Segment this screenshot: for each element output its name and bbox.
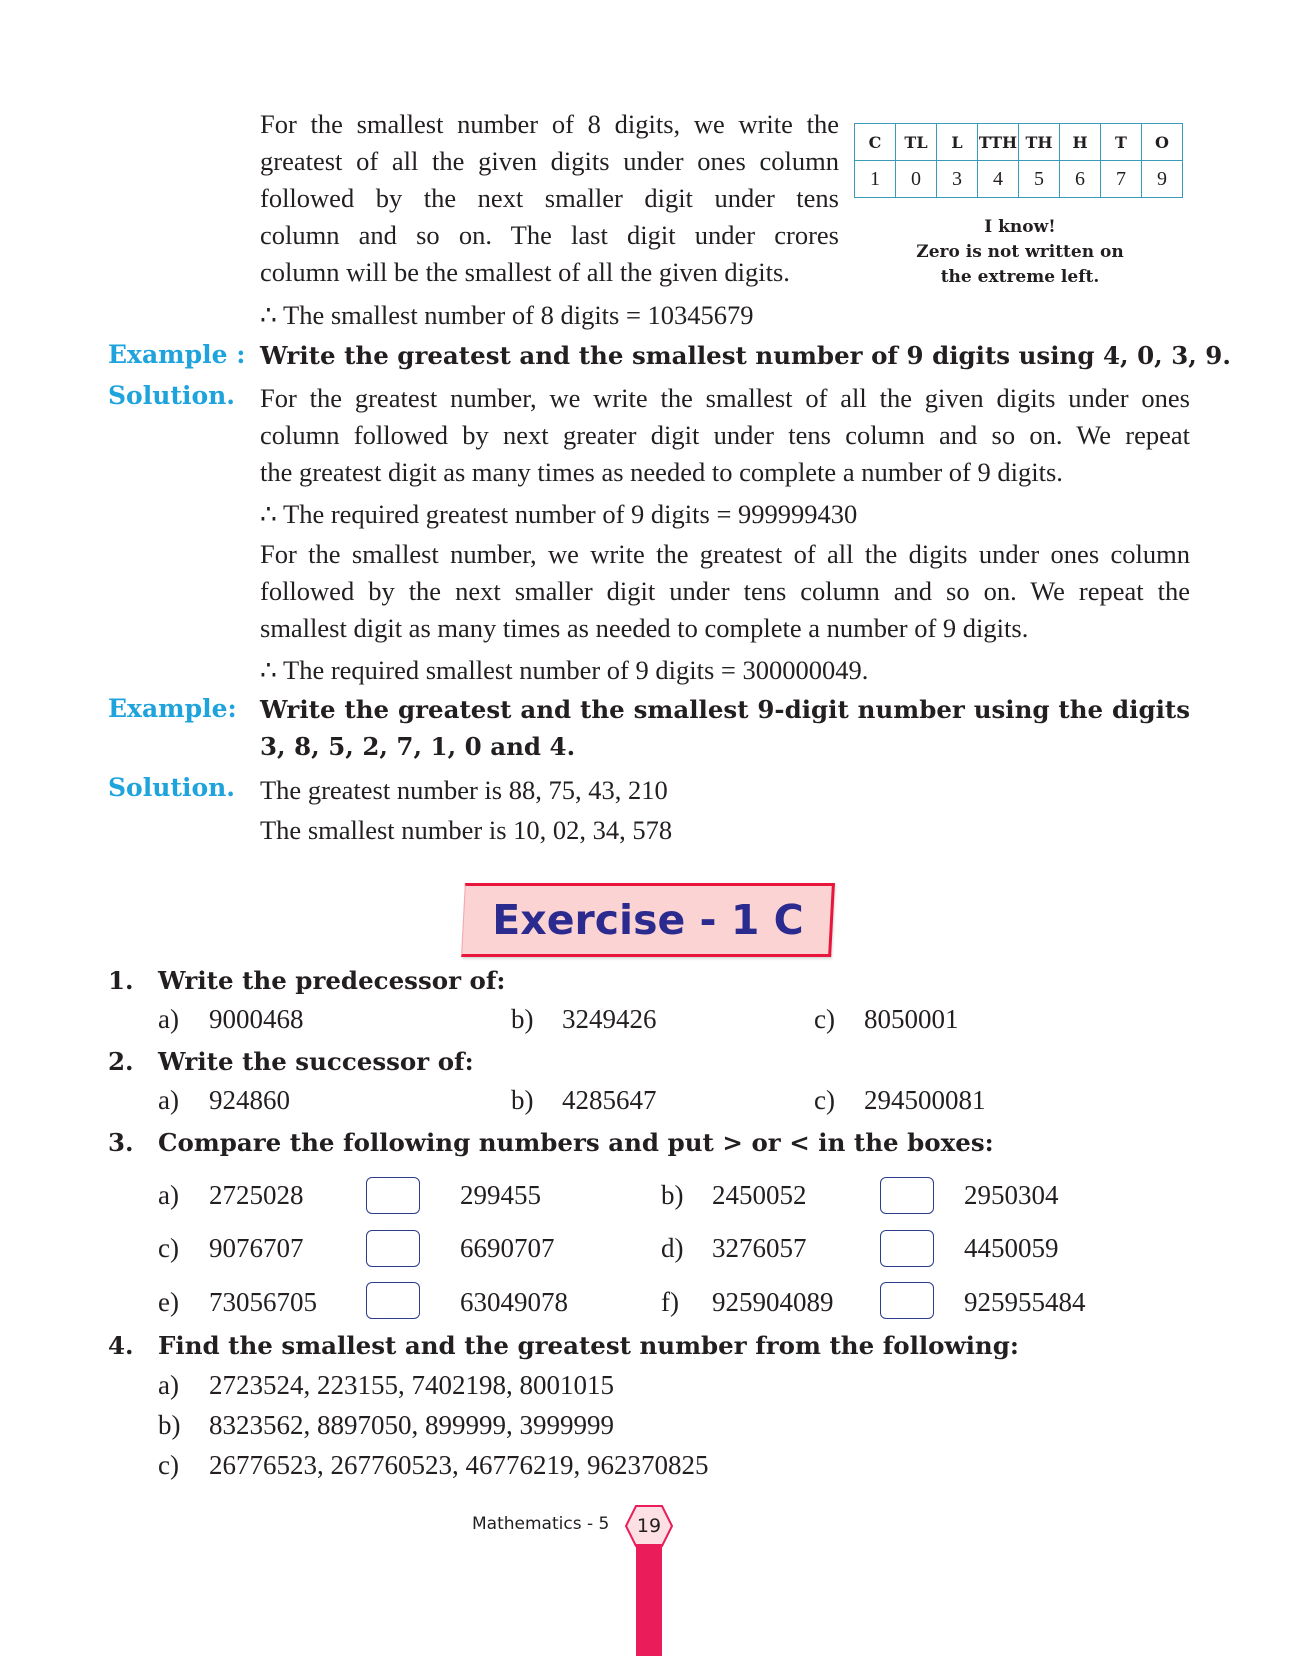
pv-header: TH (1019, 124, 1060, 161)
intro-result: ∴ The smallest number of 8 digits = 10345679 (260, 300, 754, 330)
intro-line-2: greatest of all the given digits under ones column (260, 146, 839, 176)
example-label: Example: (108, 694, 237, 723)
solution-line: column followed by next greater digit under tens column and so on. We repeat (260, 420, 1190, 450)
item-letter: b) (511, 1004, 534, 1034)
pv-digit: 1 (855, 161, 896, 198)
intro-line-4: column and so on. The last digit under crores (260, 220, 839, 250)
pv-digit: 0 (896, 161, 937, 198)
item-letter: c) (158, 1450, 179, 1480)
question-number: 1. (108, 966, 134, 995)
item-letter: d) (661, 1233, 684, 1263)
book-title: Mathematics - 5 (472, 1514, 610, 1534)
pv-digit: 5 (1019, 161, 1060, 198)
solution-line: For the greatest number, we write the smallest of all the given digits under ones (260, 383, 1190, 413)
compare-right: 63049078 (460, 1287, 568, 1317)
i-know-note (880, 215, 1160, 290)
answer-line: The smallest number is 10, 02, 34, 578 (260, 815, 673, 845)
page-number: 19 (636, 1515, 662, 1537)
question-number: 3. (108, 1128, 134, 1157)
answer-box[interactable] (366, 1177, 420, 1214)
solution-line: followed by the next smaller digit under tens column and so on. We repeat the (260, 576, 1190, 606)
question-text: Write the predecessor of: (158, 966, 506, 995)
item-value: 4285647 (562, 1085, 657, 1115)
compare-right: 6690707 (460, 1233, 555, 1263)
pv-header: TTH (978, 124, 1019, 161)
pv-digit: 6 (1060, 161, 1101, 198)
answer-box[interactable] (880, 1230, 934, 1267)
solution-line: the greatest digit as many times as needed to complete a number of 9 digits. (260, 457, 1063, 487)
place-value-table (854, 123, 1183, 198)
item-letter: b) (661, 1180, 684, 1210)
pv-header: L (937, 124, 978, 161)
compare-left: 73056705 (209, 1287, 317, 1317)
item-letter: b) (158, 1410, 181, 1440)
item-value: 9000468 (209, 1004, 304, 1034)
compare-left: 2450052 (712, 1180, 807, 1210)
item-value: 3249426 (562, 1004, 657, 1034)
question-text: Find the smallest and the greatest number from the following: (158, 1331, 1019, 1360)
answer-box[interactable] (880, 1177, 934, 1214)
answer-box[interactable] (880, 1282, 934, 1319)
intro-line-1: For the smallest number of 8 digits, we write the (260, 109, 839, 139)
intro-line-5: column will be the smallest of all the given digits. (260, 257, 790, 287)
answer-box[interactable] (366, 1282, 420, 1319)
compare-left: 9076707 (209, 1233, 304, 1263)
solution-label: Solution. (108, 773, 236, 802)
item-value: 924860 (209, 1085, 290, 1115)
item-value: 294500081 (864, 1085, 986, 1115)
pv-header: H (1060, 124, 1101, 161)
item-letter: a) (158, 1004, 179, 1034)
note-line-2: Zero is not written on (916, 242, 1124, 262)
solution-line: smallest digit as many times as needed to complete a number of 9 digits. (260, 613, 1029, 643)
note-line-3: the extreme left. (940, 267, 1100, 287)
question-number: 2. (108, 1047, 134, 1076)
item-letter: e) (158, 1287, 179, 1317)
item-letter: a) (158, 1180, 179, 1210)
compare-right: 2950304 (964, 1180, 1059, 1210)
pv-header: O (1142, 124, 1183, 161)
compare-right: 925955484 (964, 1287, 1086, 1317)
example-question: Write the greatest and the smallest number of 9 digits using 4, 0, 3, 9. (260, 341, 1231, 370)
item-value: 8323562, 8897050, 899999, 3999999 (209, 1410, 614, 1440)
intro-line-3: followed by the next smaller digit under tens (260, 183, 839, 213)
item-letter: a) (158, 1085, 179, 1115)
item-value: 26776523, 267760523, 46776219, 962370825 (209, 1450, 709, 1480)
exercise-title: Exercise - 1 C (492, 896, 804, 944)
item-letter: a) (158, 1370, 179, 1400)
question-number: 4. (108, 1331, 134, 1360)
pv-header: T (1101, 124, 1142, 161)
pv-digit: 3 (937, 161, 978, 198)
smallest-result: ∴ The required smallest number of 9 digits = 300000049. (260, 655, 869, 685)
item-letter: f) (661, 1287, 679, 1317)
pv-digit: 9 (1142, 161, 1183, 198)
greatest-result: ∴ The required greatest number of 9 digits = 999999430 (260, 499, 858, 529)
note-line-1: I know! (984, 217, 1056, 237)
pv-header: TL (896, 124, 937, 161)
question-text: Compare the following numbers and put > or < in the boxes: (158, 1128, 994, 1157)
compare-left: 2725028 (209, 1180, 304, 1210)
item-letter: c) (158, 1233, 179, 1263)
page-edge-strip (636, 1544, 662, 1656)
compare-right: 299455 (460, 1180, 541, 1210)
example-question: 3, 8, 5, 2, 7, 1, 0 and 4. (260, 732, 576, 761)
pv-digit: 4 (978, 161, 1019, 198)
question-text: Write the successor of: (158, 1047, 474, 1076)
compare-left: 3276057 (712, 1233, 807, 1263)
solution-line: For the smallest number, we write the greatest of all the digits under ones column (260, 539, 1190, 569)
compare-right: 4450059 (964, 1233, 1059, 1263)
compare-left: 925904089 (712, 1287, 834, 1317)
item-letter: c) (814, 1085, 835, 1115)
pv-header: C (855, 124, 896, 161)
solution-label: Solution. (108, 381, 236, 410)
item-letter: b) (511, 1085, 534, 1115)
answer-box[interactable] (366, 1230, 420, 1267)
pv-digit: 7 (1101, 161, 1142, 198)
item-value: 2723524, 223155, 7402198, 8001015 (209, 1370, 614, 1400)
example-label: Example : (108, 340, 246, 369)
item-letter: c) (814, 1004, 835, 1034)
item-value: 8050001 (864, 1004, 959, 1034)
answer-line: The greatest number is 88, 75, 43, 210 (260, 775, 668, 805)
example-question: Write the greatest and the smallest 9-digit number using the digits (260, 695, 1190, 724)
